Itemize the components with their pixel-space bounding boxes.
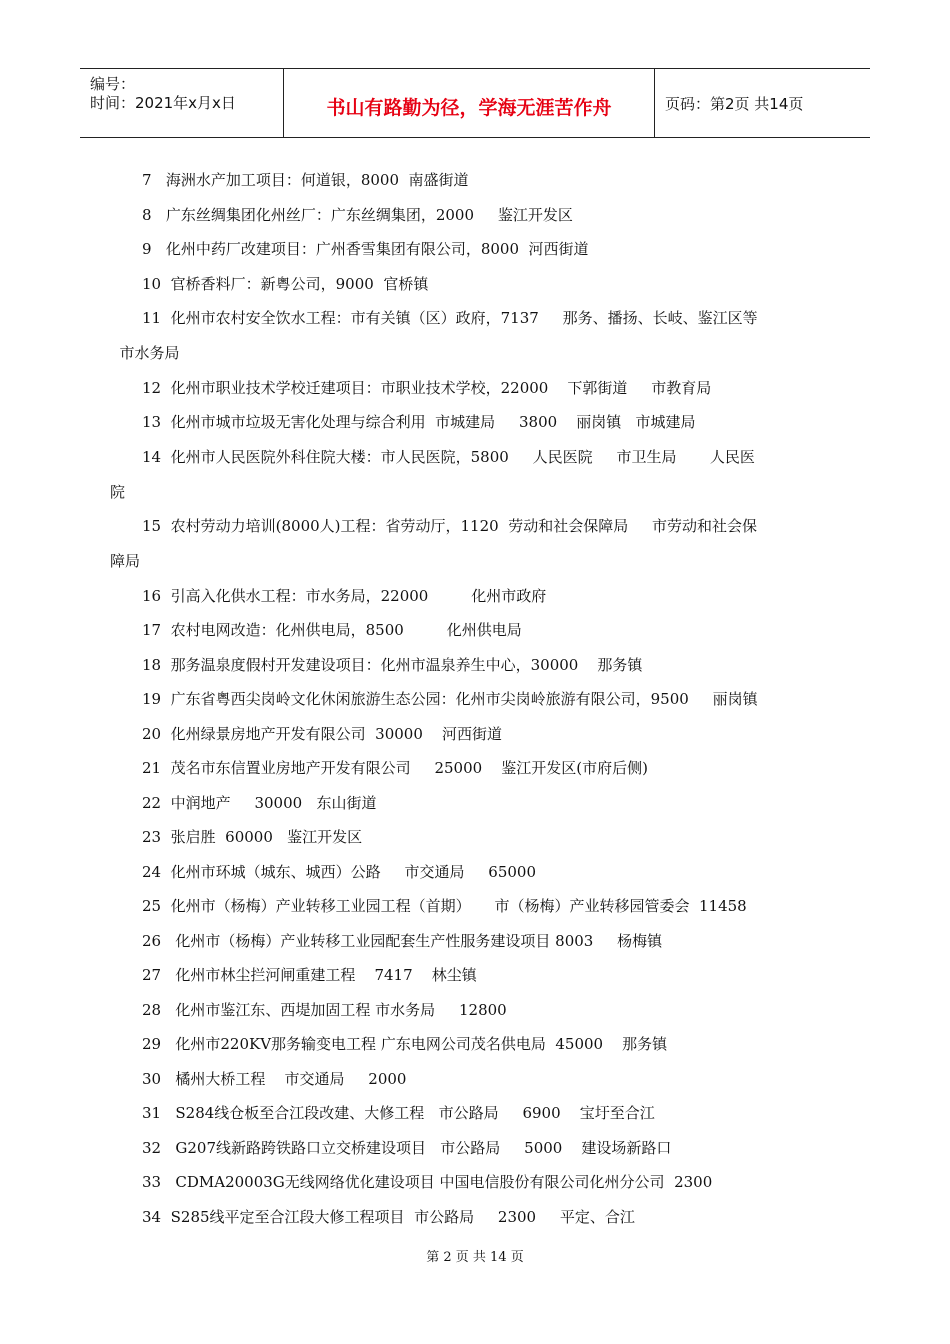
project-item [110, 689, 850, 709]
project-line: 25 化州市（杨梅）产业转移工业园工程（首期） 市（杨梅）产业转移园管委会 11458 [142, 897, 747, 915]
project-line: 20 化州绿景房地产开发有限公司 30000 河西街道 [142, 724, 502, 743]
project-item [110, 308, 850, 363]
header-page-cell [655, 69, 870, 137]
project-line: 23 张启胜 60000 鉴江开发区 [142, 828, 363, 846]
project-line: 33 CDMA20003G无线网络优化建设项目 中国电信股份有限公司化州分公司 2300 [142, 1173, 713, 1191]
project-line: 32 G207线新路跨铁路口立交桥建设项目 市公路局 5000 建设场新路口 [142, 1138, 672, 1157]
project-line: 27 化州市林尘拦河闸重建工程 7417 林尘镇 [142, 966, 477, 984]
project-line: 34 S285线平定至合江段大修工程项目 市公路局 2300 平定、合江 [142, 1207, 635, 1226]
project-item [110, 931, 850, 951]
project-line: 10 官桥香料厂：新粤公司，9000 官桥镇 [142, 274, 429, 293]
project-item [110, 1034, 850, 1054]
project-line: 8 广东丝绸集团化州丝厂：广东丝绸集团，2000 鉴江开发区 [142, 205, 573, 224]
project-line: 29 化州市220KV那务输变电工程 广东电网公司茂名供电局 45000 那务镇 [142, 1035, 668, 1053]
project-item [110, 447, 850, 502]
project-line: 13 化州市城市垃圾无害化处理与综合利用 市城建局 3800 丽岗镇 市城建局 [142, 413, 696, 431]
project-line: 17 农村电网改造：化州供电局，8500 化州供电局 [142, 621, 522, 639]
header-meta-cell [80, 69, 284, 137]
project-line: 22 中润地产 30000 东山街道 [142, 793, 377, 812]
project-line: 26 化州市（杨梅）产业转移工业园配套生产性服务建设项目 8003 杨梅镇 [142, 931, 663, 950]
project-line-continued: 障局 [110, 552, 141, 570]
project-line: 21 茂名市东信置业房地产开发有限公司 25000 鉴江开发区(市府后侧) [142, 759, 648, 777]
project-item [110, 1069, 850, 1089]
project-list [110, 170, 850, 1241]
page-info: 页码：第2页 共14页 [665, 95, 804, 113]
project-line: 30 橘州大桥工程 市交通局 2000 [142, 1069, 407, 1088]
project-item [110, 724, 850, 744]
time-label: 时间：2021年x月x日 [90, 94, 236, 112]
number-label: 编号： [90, 75, 136, 93]
project-line: 18 那务温泉度假村开发建设项目：化州市温泉养生中心，30000 那务镇 [142, 655, 643, 674]
project-line: 12 化州市职业技术学校迁建项目：市职业技术学校，22000 下郭街道 市教育局 [142, 378, 712, 397]
project-item [110, 965, 850, 985]
project-item [110, 793, 850, 813]
project-item [110, 1000, 850, 1020]
motto: 书山有路勤为径，学海无涯苦作舟 [326, 97, 612, 119]
project-line: 31 S284线仓板至合江段改建、大修工程 市公路局 6900 宝圩至合江 [142, 1104, 655, 1122]
project-line: 19 广东省粤西尖岗岭文化休闲旅游生态公园：化州市尖岗岭旅游有限公司，9500 丽岗镇 [142, 690, 758, 708]
project-line: 14 化州市人民医院外科住院大楼：市人民医院，5800 人民医院 市卫生局 人民医 [142, 447, 755, 466]
project-item [110, 274, 850, 294]
project-item [110, 655, 850, 675]
project-line: 11 化州市农村安全饮水工程：市有关镇（区）政府，7137 那务、播扬、长岐、鉴江区等 [142, 309, 758, 327]
project-line: 24 化州市环城（城东、城西）公路 市交通局 65000 [142, 862, 537, 881]
project-item [110, 516, 850, 571]
project-line: 7 海洲水产加工项目：何道银，8000 南盛街道 [142, 171, 469, 189]
project-line-continued: 市水务局 [110, 344, 180, 362]
project-item [110, 378, 850, 398]
project-line-continued: 院 [110, 482, 126, 501]
project-item [110, 412, 850, 432]
project-item [110, 1172, 850, 1192]
project-item [110, 862, 850, 882]
project-item [110, 239, 850, 259]
project-item [110, 1207, 850, 1227]
project-line: 28 化州市鉴江东、西堤加固工程 市水务局 12800 [142, 1000, 507, 1019]
project-item [110, 758, 850, 778]
project-item [110, 620, 850, 640]
header-motto-cell [284, 69, 655, 137]
project-item [110, 586, 850, 606]
project-item [110, 205, 850, 225]
page-header [80, 68, 870, 138]
project-item [110, 1103, 850, 1123]
project-item [110, 827, 850, 847]
page-footer: 第 2 页 共 14 页 [426, 1250, 524, 1265]
project-item [110, 896, 850, 916]
project-line: 9 化州中药厂改建项目：广州香雪集团有限公司，8000 河西街道 [142, 240, 589, 258]
project-item [110, 1138, 850, 1158]
project-line: 16 引高入化供水工程：市水务局，22000 化州市政府 [142, 586, 547, 605]
project-line: 15 农村劳动力培训(8000人)工程：省劳动厅，1120 劳动和社会保障局 市劳动和社会保 [142, 517, 758, 535]
project-item [110, 170, 850, 190]
